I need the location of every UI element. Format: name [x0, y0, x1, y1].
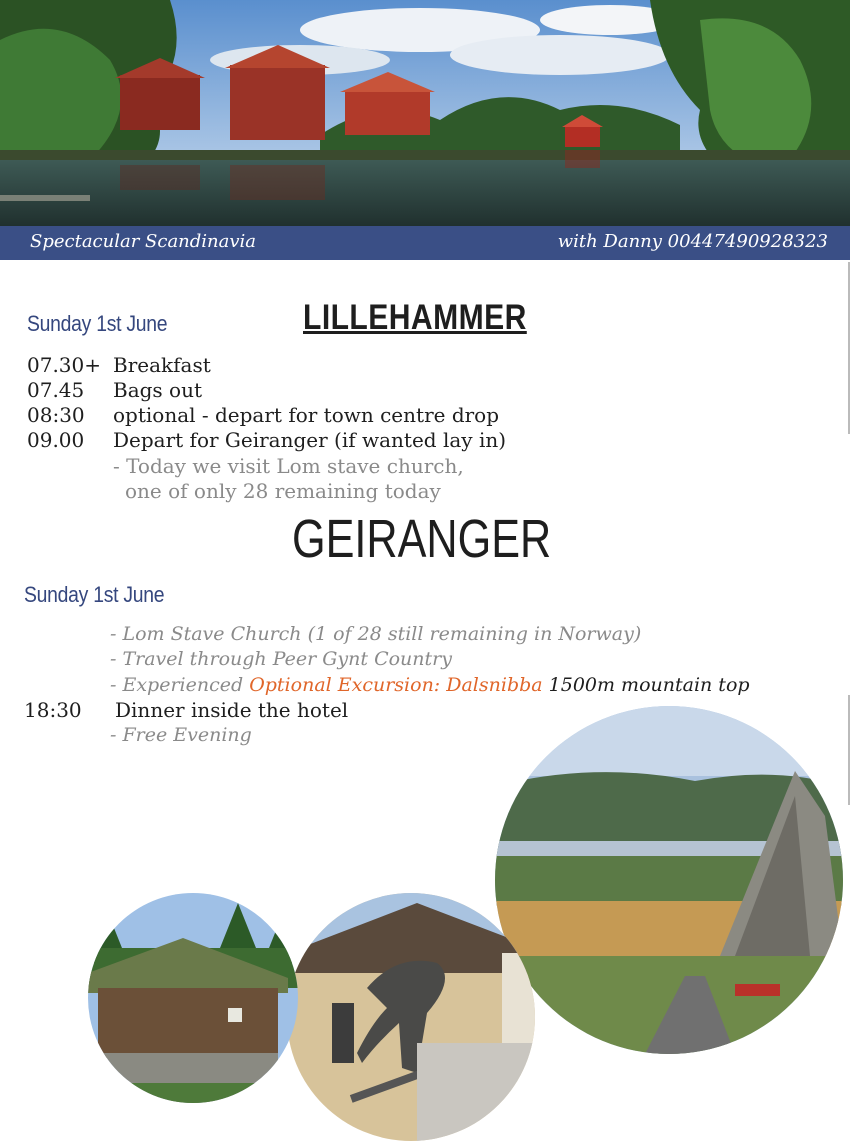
lillehammer-date: Sunday 1st June: [27, 311, 168, 336]
geiranger-note: - Lom Stave Church (1 of 28 still remaining in Norway): [110, 623, 642, 645]
free-evening-note: - Free Evening: [110, 724, 252, 746]
schedule-text: optional - depart for town centre drop: [113, 403, 500, 427]
excursion-highlight: Optional Excursion: Dalsnibba: [249, 674, 543, 696]
lillehammer-title: LILLEHAMMER: [303, 298, 527, 337]
excursion-prefix: - Experienced: [110, 674, 250, 696]
dinner-time: 18:30: [24, 698, 82, 722]
geiranger-title: GEIRANGER: [292, 509, 552, 569]
geiranger-note: - Travel through Peer Gynt Country: [110, 648, 452, 670]
schedule-text: Depart for Geiranger (if wanted lay in): [113, 428, 507, 452]
lom-note-line2: one of only 28 remaining today: [125, 479, 441, 503]
excursion-suffix: 1500m mountain top: [542, 674, 750, 696]
schedule-text: Breakfast: [113, 353, 211, 377]
dinner-text: Dinner inside the hotel: [115, 698, 349, 722]
schedule-time: 07.45: [27, 378, 85, 402]
lom-note-line1: - Today we visit Lom stave church,: [113, 454, 464, 478]
schedule-time: 07.30+: [27, 353, 102, 377]
banner-guide-contact: with Danny 00447490928323: [557, 231, 828, 252]
photo-ski-jump-view: [495, 706, 843, 1054]
schedule-time: 08:30: [27, 403, 85, 427]
header-banner: [0, 226, 850, 260]
photo-skier-statue: [287, 893, 535, 1141]
schedule-time: 09.00: [27, 428, 85, 452]
geiranger-date: Sunday 1st June: [24, 582, 165, 607]
schedule-text: Bags out: [113, 378, 203, 402]
photo-log-cabin: [88, 893, 298, 1103]
excursion-note: [110, 674, 750, 696]
hero-photo-lake-village: [0, 0, 850, 228]
banner-tour-title: Spectacular Scandinavia: [30, 231, 257, 252]
